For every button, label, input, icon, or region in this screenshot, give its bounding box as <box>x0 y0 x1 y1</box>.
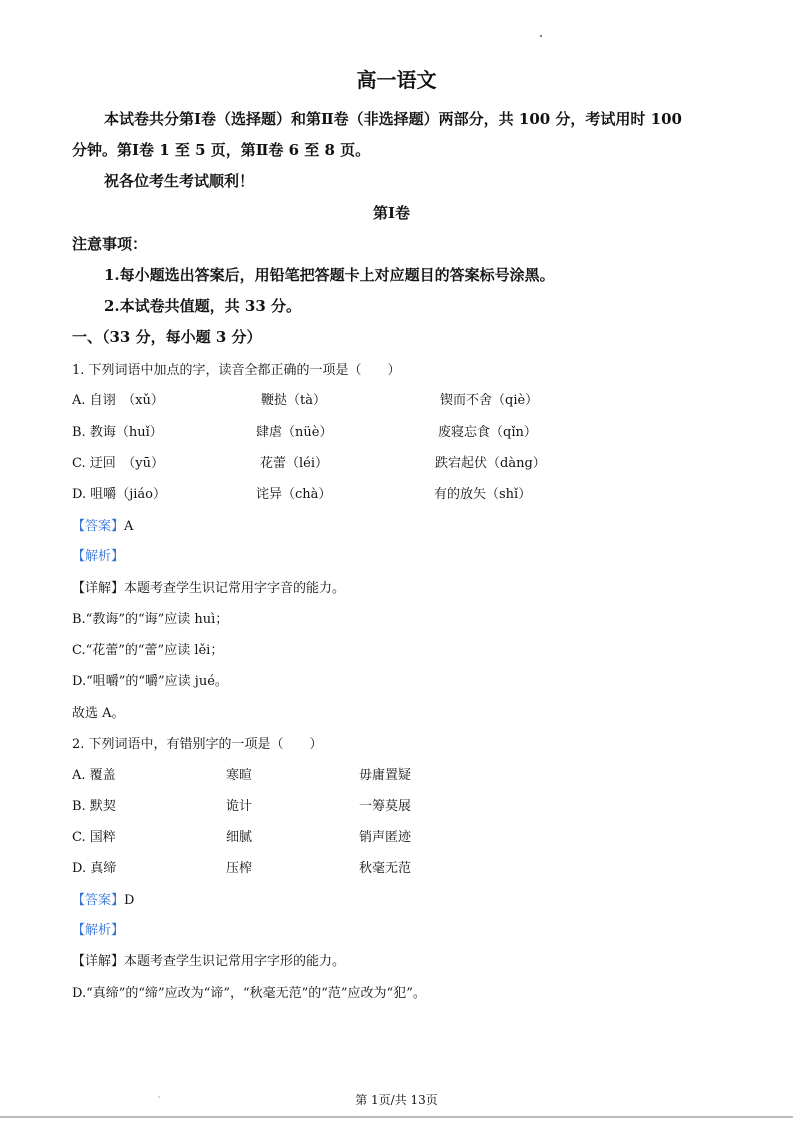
q1-option-d: D. 咀嚼（jiáo） <box>72 487 166 502</box>
q2-stem: 2. 下列词语中，有错别字的一项是（ ） <box>72 737 323 752</box>
q2-answer-value: D <box>124 893 135 908</box>
q1-explain-b: B.“教诲”的“诲”应读 huì； <box>72 612 229 627</box>
q2-option-a-b: 寒暄 <box>226 768 253 783</box>
q2-option-b: B. 默契 <box>72 799 116 814</box>
q1-detail-tag: 【详解】 <box>72 581 125 596</box>
q2-option-c: C. 国粹 <box>72 830 116 845</box>
q2-answer <box>72 889 134 908</box>
q1-option-b-b: 肆虐（nüè） <box>256 425 333 440</box>
q1-conclusion: 故选 A。 <box>72 706 125 721</box>
q2-option-c-c: 销声匿迹 <box>359 830 412 845</box>
q1-option-a-b: 鞭挞（tà） <box>261 393 326 408</box>
q2-detail-tag: 【详解】 <box>72 954 125 969</box>
q1-option-b-c: 废寝忘食（qǐn） <box>438 425 537 440</box>
q1-option-c-c: 跌宕起伏（dàng） <box>435 456 546 471</box>
notice-heading: 注意事项： <box>72 235 148 253</box>
intro-line-1: 本试卷共分第Ⅰ卷（选择题）和第Ⅱ卷（非选择题）两部分，共 100 分，考试用时 100 <box>104 110 682 128</box>
q2-answer-tag: 【答案】 <box>72 893 125 908</box>
q2-analysis-tag: 【解析】 <box>72 923 125 938</box>
q1-detail <box>72 577 345 596</box>
q1-stem: 1. 下列词语中加点的字，读音全都正确的一项是（ ） <box>72 363 401 378</box>
intro-wish: 祝各位考生考试顺利！ <box>104 172 255 190</box>
q2-option-d-b: 压榨 <box>226 861 253 876</box>
section-title: 第Ⅰ卷 <box>373 204 411 222</box>
q2-option-a: A. 覆盖 <box>72 768 116 783</box>
q2-option-c-b: 细腻 <box>226 830 253 845</box>
q1-option-d-b: 诧异（chà） <box>256 487 332 502</box>
part1-heading: 一、（33 分，每小题 3 分） <box>72 328 262 346</box>
q2-detail <box>72 950 345 969</box>
q2-option-d-c: 秋毫无范 <box>359 861 412 876</box>
q2-option-b-c: 一筹莫展 <box>359 799 412 814</box>
q1-option-c-b: 花蕾（léi） <box>260 456 329 471</box>
q1-explain-d: D.“咀嚼”的“嚼”应读 jué。 <box>72 674 228 689</box>
q1-answer-value: A <box>124 519 134 534</box>
q1-option-a: A. 自诩 （xǔ） <box>72 393 164 408</box>
q1-answer-tag: 【答案】 <box>72 519 125 534</box>
q2-option-d: D. 真缔 <box>72 861 117 876</box>
q2-option-a-c: 毋庸置疑 <box>359 768 412 783</box>
q1-detail-text: 本题考查学生识记常用字字音的能力。 <box>124 581 346 596</box>
q1-option-d-c: 有的放矢（shǐ） <box>434 487 532 502</box>
q1-analysis-tag: 【解析】 <box>72 549 125 564</box>
q1-answer <box>72 515 133 534</box>
page-footer: 第 1页/共 13页 <box>355 1093 438 1107</box>
notice-item-1: 1.每小题选出答案后，用铅笔把答题卡上对应题目的答案标号涂黑。 <box>104 266 555 284</box>
intro-line-2: 分钟。第Ⅰ卷 1 至 5 页，第Ⅱ卷 6 至 8 页。 <box>72 141 371 159</box>
bottom-divider <box>0 1116 793 1118</box>
q1-option-a-c: 锲而不舍（qiè） <box>440 393 539 408</box>
q1-option-b: B. 教诲（huǐ） <box>72 425 163 440</box>
q2-option-b-b: 诡计 <box>226 799 253 814</box>
q1-explain-c: C.“花蕾”的“蕾”应读 lěi； <box>72 643 224 658</box>
page-title: 高一语文 <box>356 68 437 92</box>
q2-explain-d: D.“真缔”的“缔”应改为“谛”，“秋毫无范”的“范”应改为“犯”。 <box>72 986 426 1001</box>
notice-item-2: 2.本试卷共值题，共 33 分。 <box>104 297 301 315</box>
q2-detail-text: 本题考查学生识记常用字字形的能力。 <box>124 954 346 969</box>
top-dot-mark <box>540 35 542 37</box>
q1-option-c: C. 迂回 （yū） <box>72 456 164 471</box>
